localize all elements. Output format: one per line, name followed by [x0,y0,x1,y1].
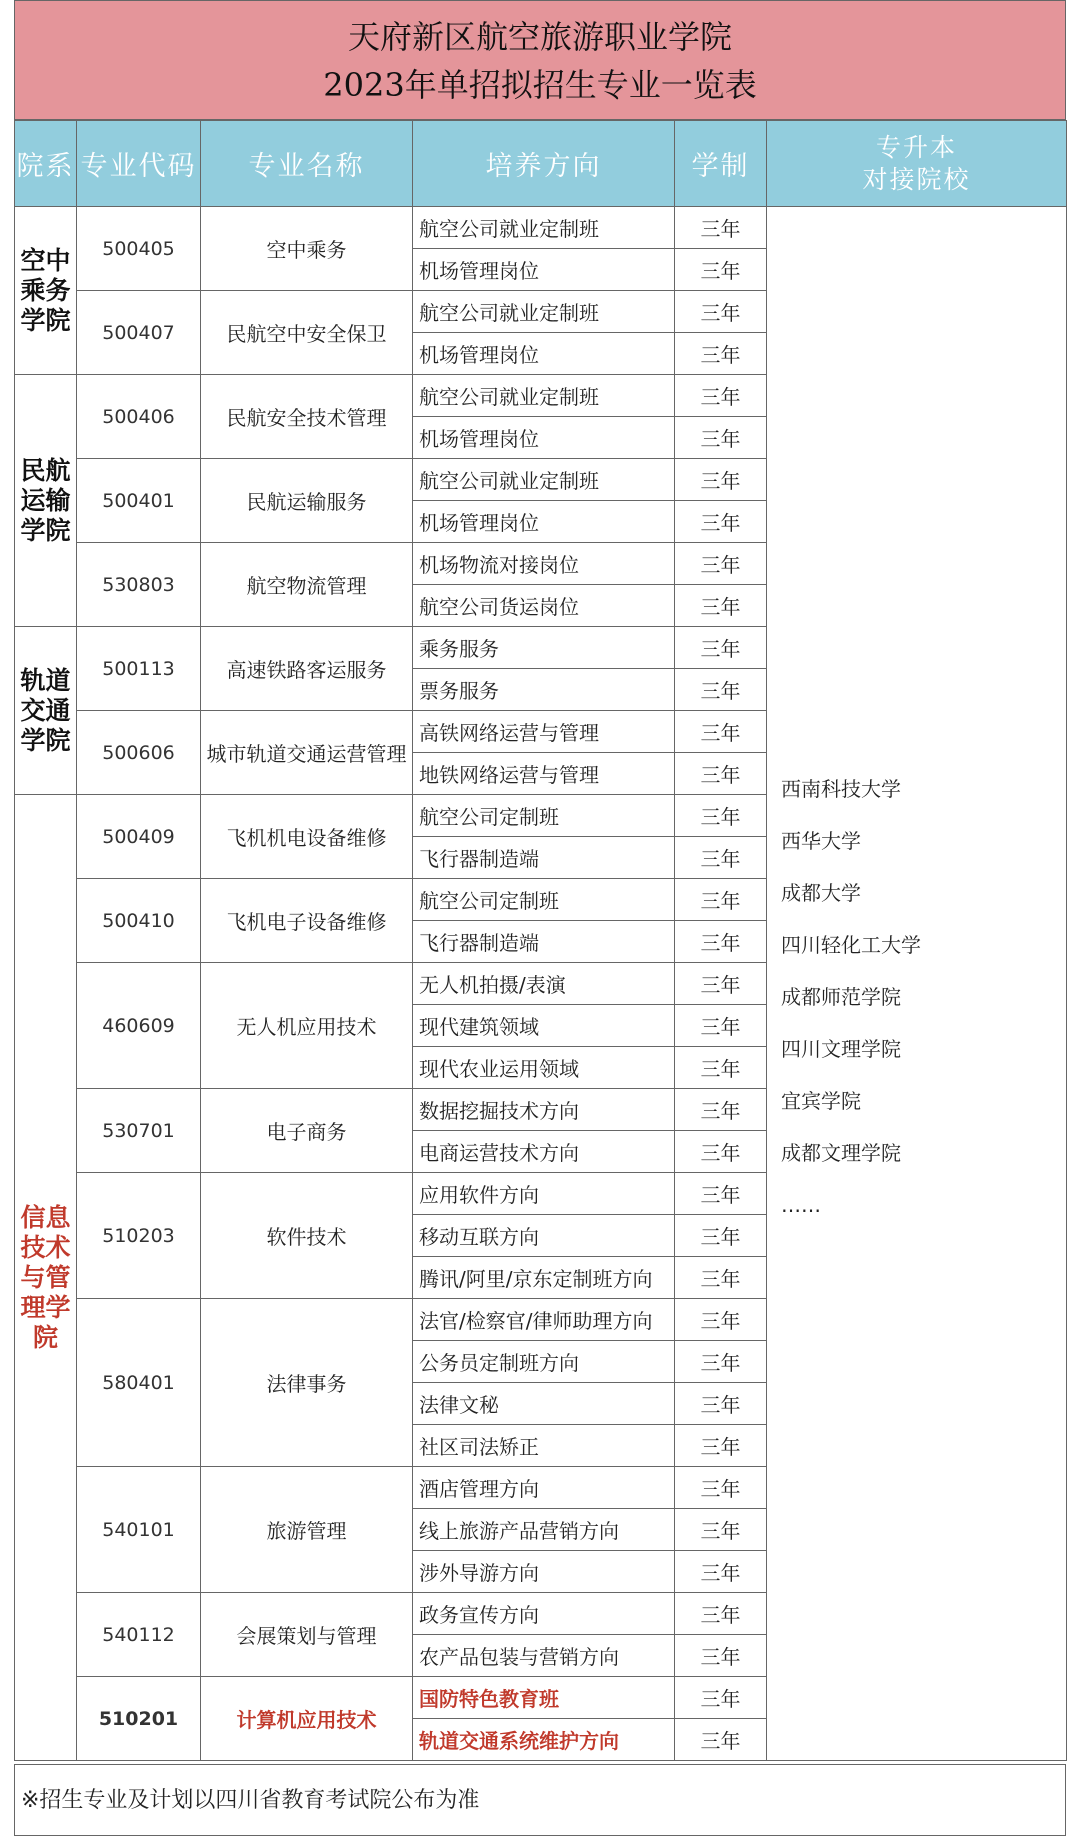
direction-cell: 机场管理岗位 [413,333,675,375]
years-cell: 三年 [675,1467,767,1509]
direction-cell: 应用软件方向 [413,1173,675,1215]
title-subtitle: 2023年单招拟招生专业一览表 [323,66,757,104]
major-code: 500410 [77,879,201,963]
major-code: 500606 [77,711,201,795]
years-cell: 三年 [675,1215,767,1257]
dept-name-line: 信息 [20,1202,71,1232]
major-code: 580401 [77,1299,201,1467]
years-cell: 三年 [675,921,767,963]
years-cell: 三年 [675,963,767,1005]
years-cell: 三年 [675,1677,767,1719]
years-cell: 三年 [675,249,767,291]
partner-schools-cell [767,207,1067,1761]
major-code: 500407 [77,291,201,375]
partner-school: 西华大学 [781,829,861,853]
years-cell: 三年 [675,291,767,333]
direction-cell: 飞行器制造端 [413,837,675,879]
major-name: 空中乘务 [201,207,413,291]
header-upgrade [767,121,1067,207]
years-cell: 三年 [675,459,767,501]
major-name: 计算机应用技术 [201,1677,413,1761]
direction-cell: 航空公司就业定制班 [413,207,675,249]
major-code: 500405 [77,207,201,291]
direction-cell: 航空公司就业定制班 [413,375,675,417]
dept-cell [15,207,77,375]
dept-name-line: 学院 [20,305,71,335]
major-name: 飞机机电设备维修 [201,795,413,879]
dept-name-line: 轨道 [20,665,71,695]
major-name: 旅游管理 [201,1467,413,1593]
dept-name-line: 技术 [20,1232,71,1262]
direction-cell: 飞行器制造端 [413,921,675,963]
header-years: 学制 [675,121,767,207]
dept-name-line: 运输 [20,485,71,515]
direction-cell: 腾讯/阿里/京东定制班方向 [413,1257,675,1299]
years-cell: 三年 [675,879,767,921]
dept-name-line: 学院 [20,725,71,755]
major-name: 飞机电子设备维修 [201,879,413,963]
partner-school: 成都大学 [781,881,861,905]
direction-cell: 航空公司就业定制班 [413,459,675,501]
direction-cell: 国防特色教育班 [413,1677,675,1719]
direction-cell: 电商运营技术方向 [413,1131,675,1173]
years-cell: 三年 [675,1425,767,1467]
header-upgrade-line2: 对接院校 [862,164,971,194]
years-cell: 三年 [675,837,767,879]
partner-school: 成都师范学院 [781,985,901,1009]
major-code: 500406 [77,375,201,459]
direction-cell: 法律文秘 [413,1383,675,1425]
direction-cell: 航空公司定制班 [413,795,675,837]
direction-cell: 航空公司货运岗位 [413,585,675,627]
years-cell: 三年 [675,1299,767,1341]
years-cell: 三年 [675,1341,767,1383]
partner-school: 四川轻化工大学 [781,933,921,957]
direction-cell: 涉外导游方向 [413,1551,675,1593]
major-code: 500113 [77,627,201,711]
dept-name-line: 理学 [20,1292,71,1322]
header-code: 专业代码 [77,121,201,207]
direction-cell: 机场管理岗位 [413,501,675,543]
dept-cell [15,795,77,1761]
direction-cell: 现代建筑领域 [413,1005,675,1047]
years-cell: 三年 [675,375,767,417]
direction-cell: 数据挖掘技术方向 [413,1089,675,1131]
direction-cell: 高铁网络运营与管理 [413,711,675,753]
header-upgrade-line1: 专升本 [875,132,957,162]
direction-cell: 地铁网络运营与管理 [413,753,675,795]
direction-cell: 移动互联方向 [413,1215,675,1257]
partner-school: …… [781,1193,821,1217]
dept-name-line: 与管 [20,1262,71,1292]
dept-cell [15,375,77,627]
years-cell: 三年 [675,501,767,543]
years-cell: 三年 [675,627,767,669]
dept-name-line: 空中 [20,245,71,275]
title-banner [14,0,1066,120]
years-cell: 三年 [675,1593,767,1635]
major-name: 民航安全技术管理 [201,375,413,459]
direction-cell: 机场物流对接岗位 [413,543,675,585]
years-cell: 三年 [675,207,767,249]
partner-school: 西南科技大学 [781,777,901,801]
direction-cell: 酒店管理方向 [413,1467,675,1509]
years-cell: 三年 [675,333,767,375]
direction-cell: 法官/检察官/律师助理方向 [413,1299,675,1341]
years-cell: 三年 [675,669,767,711]
major-name: 软件技术 [201,1173,413,1299]
major-name: 民航运输服务 [201,459,413,543]
years-cell: 三年 [675,795,767,837]
major-name: 会展策划与管理 [201,1593,413,1677]
direction-cell: 无人机拍摄/表演 [413,963,675,1005]
direction-cell: 机场管理岗位 [413,417,675,459]
table-body [15,207,1067,1761]
header-name: 专业名称 [201,121,413,207]
years-cell: 三年 [675,1173,767,1215]
header-dept: 院系 [15,121,77,207]
enrollment-sheet [14,0,1066,1836]
dept-name-line: 学院 [20,515,71,545]
dept-name-line: 交通 [20,695,71,725]
years-cell: 三年 [675,585,767,627]
major-name: 城市轨道交通运营管理 [201,711,413,795]
years-cell: 三年 [675,711,767,753]
direction-cell: 轨道交通系统维护方向 [413,1719,675,1761]
direction-cell: 现代农业运用领域 [413,1047,675,1089]
partner-school: 成都文理学院 [781,1141,901,1165]
years-cell: 三年 [675,1719,767,1761]
direction-cell: 票务服务 [413,669,675,711]
major-code: 540101 [77,1467,201,1593]
dept-name-line: 乘务 [20,275,71,305]
years-cell: 三年 [675,1383,767,1425]
major-code: 530701 [77,1089,201,1173]
major-name: 航空物流管理 [201,543,413,627]
years-cell: 三年 [675,1089,767,1131]
major-code: 500401 [77,459,201,543]
major-code: 530803 [77,543,201,627]
direction-cell: 机场管理岗位 [413,249,675,291]
years-cell: 三年 [675,1635,767,1677]
major-name: 法律事务 [201,1299,413,1467]
footer-note: ※招生专业及计划以四川省教育考试院公布为准 [14,1764,1066,1836]
major-code: 540112 [77,1593,201,1677]
major-name: 无人机应用技术 [201,963,413,1089]
years-cell: 三年 [675,543,767,585]
dept-name-line: 民航 [20,455,71,485]
years-cell: 三年 [675,1005,767,1047]
direction-cell: 航空公司定制班 [413,879,675,921]
direction-cell: 社区司法矫正 [413,1425,675,1467]
major-code: 460609 [77,963,201,1089]
years-cell: 三年 [675,753,767,795]
table-row [15,207,1067,249]
header-direction: 培养方向 [413,121,675,207]
dept-name-line: 院 [32,1322,58,1352]
direction-cell: 线上旅游产品营销方向 [413,1509,675,1551]
title-school: 天府新区航空旅游职业学院 [347,18,732,56]
years-cell: 三年 [675,1131,767,1173]
dept-cell [15,627,77,795]
years-cell: 三年 [675,417,767,459]
major-name: 高速铁路客运服务 [201,627,413,711]
years-cell: 三年 [675,1509,767,1551]
major-name: 民航空中安全保卫 [201,291,413,375]
direction-cell: 乘务服务 [413,627,675,669]
direction-cell: 航空公司就业定制班 [413,291,675,333]
direction-cell: 农产品包装与营销方向 [413,1635,675,1677]
partner-school: 四川文理学院 [781,1037,901,1061]
direction-cell: 政务宣传方向 [413,1593,675,1635]
major-code: 500409 [77,795,201,879]
majors-table [14,120,1067,1761]
major-name: 电子商务 [201,1089,413,1173]
header-row [15,121,1067,207]
major-code: 510201 [77,1677,201,1761]
partner-school: 宜宾学院 [781,1089,861,1113]
years-cell: 三年 [675,1551,767,1593]
major-code: 510203 [77,1173,201,1299]
years-cell: 三年 [675,1257,767,1299]
years-cell: 三年 [675,1047,767,1089]
direction-cell: 公务员定制班方向 [413,1341,675,1383]
